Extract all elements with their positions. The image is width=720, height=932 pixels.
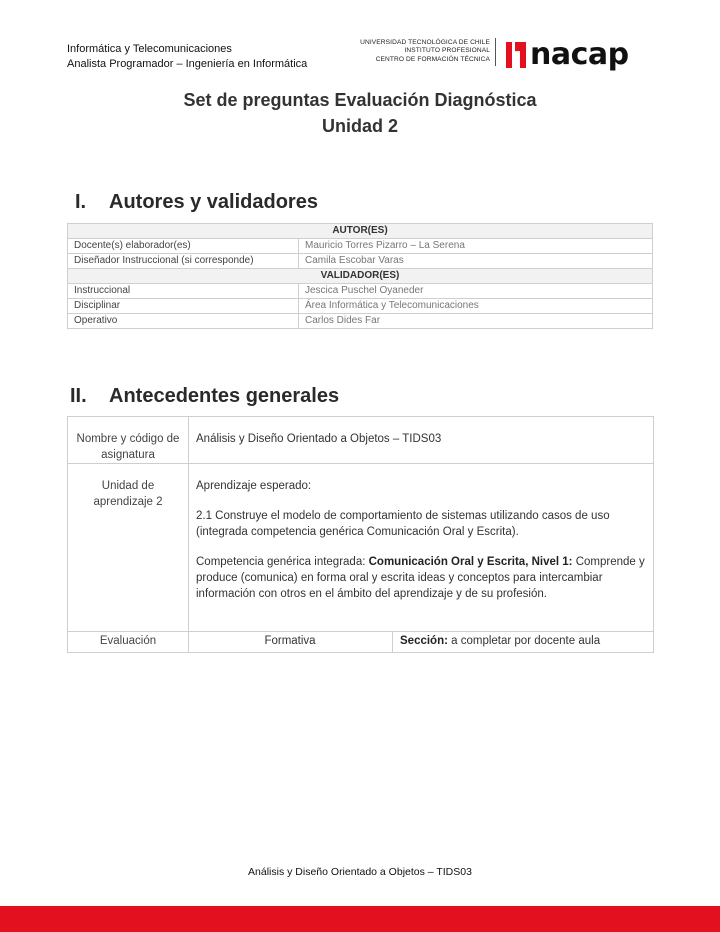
section-heading-1 [75,191,318,214]
competencia-body: Comprende y produce (comunica) en forma oral y escrita ideas y conceptos para intercambiar información con otros en el ámbito del aprendizaje y de su profesión. [196,556,645,600]
row-label: Diseñador Instruccional (si corresponde) [68,254,299,269]
asignatura-value: Análisis y Diseño Orientado a Objetos – TIDS03 [189,417,654,464]
section-number: II. [70,385,87,407]
row-value: Jescica Puschel Oyaneder [299,284,653,299]
logo-mark-n [515,42,526,68]
unit-label: Unidad de aprendizaje 2 [68,464,189,632]
institution-line-3: CENTRO DE FORMACIÓN TÉCNICA [375,55,490,63]
table-row [68,254,653,269]
document-subtitle: Unidad 2 [321,116,398,136]
seccion-text: a completar por docente aula [447,635,601,647]
row-label: Disciplinar [68,299,299,314]
competencia-bold: Comunicación Oral y Escrita, Nivel 1: [368,556,573,568]
table-row [68,239,653,254]
autor-header: AUTOR(ES) [68,224,653,239]
asignatura-label: Nombre y código de asignatura [68,417,189,464]
row-label: Docente(s) elaborador(es) [68,239,299,254]
institution-line-1: UNIVERSIDAD TECNOLÓGICA DE CHILE [360,39,490,46]
row-value: Carlos Dides Far [299,314,653,329]
validador-header: VALIDADOR(ES) [68,269,653,284]
evaluacion-label: Evaluación [68,632,189,653]
section-title: Antecedentes generales [109,385,340,407]
document-title: Set de preguntas Evaluación Diagnóstica [183,90,537,110]
logo-mark-i [506,42,512,68]
table-row [68,284,653,299]
table-row [68,314,653,329]
institution-text [350,39,490,64]
section-title: Autores y validadores [109,191,318,213]
aprendizaje-label: Aprendizaje esperado: [196,480,312,492]
authors-table [67,223,653,329]
logo-text: nacap [530,37,629,72]
row-label: Instruccional [68,284,299,299]
header-left [67,42,307,72]
competencia-prefix: Competencia genérica integrada: [196,556,369,568]
row-value: Camila Escobar Varas [299,254,653,269]
table-row [68,464,654,632]
section-number: I. [75,191,87,213]
row-value: Área Informática y Telecomunicaciones [299,299,653,314]
inacap-logo [506,39,629,71]
seccion-bold: Sección: [400,635,448,647]
table-row [68,417,654,464]
header-area: Informática y Telecomunicaciones [67,43,232,55]
row-value: Mauricio Torres Pizarro – La Serena [299,239,653,254]
header-program: Analista Programador – Ingeniería en Informática [67,58,308,70]
seccion-cell [393,632,654,653]
general-table [67,416,654,653]
header-divider [495,38,496,66]
unit-content [189,464,654,632]
institution-line-2: INSTITUTO PROFESIONAL [404,47,490,55]
aprendizaje-text: 2.1 Construye el modelo de comportamiento de sistemas utilizando casos de uso (integrada competencia genérica Comunicación Oral y Escrita). [196,510,610,538]
competencia-text [196,554,645,602]
evaluacion-value: Formativa [189,632,393,653]
table-row [68,299,653,314]
row-label: Operativo [68,314,299,329]
footer-red-bar [0,906,720,932]
page-footer: Análisis y Diseño Orientado a Objetos – TIDS03 [248,866,472,878]
table-row [68,632,654,653]
section-heading-2 [70,385,339,408]
